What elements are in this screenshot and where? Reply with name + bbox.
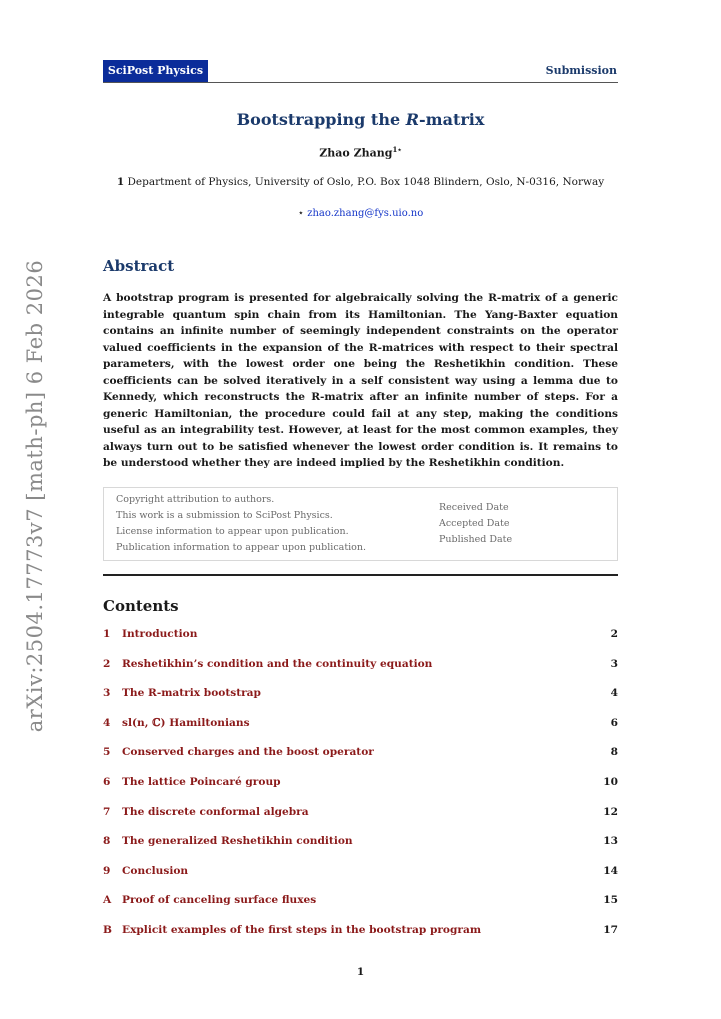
toc-page: 8: [610, 746, 618, 759]
toc-entry[interactable]: [103, 658, 618, 688]
abstract-text: A bootstrap program is presented for algebraically solving the R-matrix of a generic integrable quantum spin chain from its Hamiltonian. The Yang-Baxter equation contains an infinite number of seemingly independent constraints on the operator valued coefficients in the expansion of the R-matrices with respect to their spectral parameters, with the lowest order one being the Reshetikhin condition. These coefficients can be solved iteratively in a self consistent way using a lemma due to Kennedy, which reconstructs the R-matrix after an infinite number of steps. For a generic Hamiltonian, the procedure could fail at any step, making the conditions useful as an integrability test. However, at least for the most common examples, they always turn out to be satisfied whenever the lowest order condition is. It remains to be understood whether they are indeed implied by the Reshetikhin condition.: [103, 292, 618, 469]
toc-number: 5: [103, 746, 111, 759]
toc-page: 15: [603, 894, 618, 907]
toc-number: 9: [103, 864, 111, 877]
toc-entry[interactable]: [103, 894, 618, 924]
toc-entry[interactable]: [103, 746, 618, 776]
title-part-2: -matrix: [419, 110, 485, 129]
toc-title[interactable]: Proof of canceling surface fluxes: [122, 894, 317, 907]
affiliation-number: 1: [116, 176, 125, 188]
accepted-date: Accepted Date: [439, 518, 510, 529]
toc-entry[interactable]: [103, 717, 618, 747]
toc-page: 4: [610, 687, 618, 700]
published-date: Published Date: [439, 534, 513, 545]
toc-title[interactable]: The generalized Reshetikhin condition: [122, 835, 353, 848]
toc-page: 12: [603, 805, 618, 818]
toc-title[interactable]: Reshetikhin’s condition and the continuity equation: [122, 657, 433, 670]
toc-entry[interactable]: [103, 628, 618, 658]
toc-page: 17: [603, 923, 618, 936]
paper-title: [103, 110, 618, 129]
toc-title[interactable]: Conserved charges and the boost operator: [122, 746, 374, 759]
toc-number: 2: [103, 657, 111, 670]
toc-title[interactable]: sl(n, ℂ) Hamiltonians: [122, 716, 250, 729]
toc-page: 6: [610, 716, 618, 729]
toc-title[interactable]: Introduction: [122, 628, 198, 640]
toc-number: 3: [103, 687, 111, 700]
toc-number: 1: [103, 628, 111, 640]
abstract-heading: Abstract: [103, 257, 175, 275]
email-star: ⋆: [297, 208, 305, 219]
copyright-line: License information to appear upon publication.: [116, 526, 349, 537]
email-line: [103, 208, 618, 219]
contents-heading: Contents: [103, 597, 179, 615]
affiliation: [103, 176, 618, 188]
toc-entry[interactable]: [103, 806, 618, 836]
page-number: 1: [356, 966, 365, 978]
toc-page: 13: [603, 835, 618, 848]
publication-dates: [439, 500, 512, 548]
copyright-info: [116, 492, 366, 556]
toc-entry[interactable]: [103, 865, 618, 895]
toc-page: 3: [610, 657, 618, 670]
toc-entry[interactable]: [103, 687, 618, 717]
toc-title[interactable]: The discrete conformal algebra: [122, 805, 309, 818]
header-rule: [103, 82, 618, 83]
toc-entry[interactable]: [103, 924, 618, 954]
toc-number: 6: [103, 775, 111, 788]
toc-title[interactable]: Explicit examples of the first steps in the bootstrap program: [122, 923, 482, 936]
toc-number: 7: [103, 805, 111, 818]
toc-title[interactable]: The R-matrix bootstrap: [122, 687, 261, 700]
journal-badge: SciPost Physics: [103, 60, 208, 82]
author-name: Zhao Zhang: [319, 146, 393, 160]
copyright-line: Copyright attribution to authors.: [116, 494, 275, 505]
received-date: Received Date: [439, 502, 509, 513]
arxiv-stamp-text: arXiv:2504.17773v7 [math-ph] 6 Feb 2026: [23, 259, 47, 733]
title-italic: R: [405, 110, 419, 129]
copyright-line: Publication information to appear upon publication.: [116, 542, 367, 553]
toc-title[interactable]: The lattice Poincaré group: [122, 775, 281, 788]
toc-number: A: [103, 894, 112, 907]
author-affil-mark: 1⋆: [392, 145, 402, 154]
title-part-1: Bootstrapping the: [236, 110, 406, 129]
toc-entry[interactable]: [103, 835, 618, 865]
table-of-contents: [103, 628, 618, 954]
toc-page: 10: [603, 775, 618, 788]
affiliation-text: Department of Physics, University of Oslo, P.O. Box 1048 Blindern, Oslo, N-0316, Norway: [127, 176, 605, 188]
author-line: [103, 145, 618, 160]
toc-number: 8: [103, 835, 111, 848]
toc-page: 2: [610, 628, 618, 640]
email-link[interactable]: zhao.zhang@fys.uio.no: [307, 208, 424, 219]
submission-label: Submission: [545, 64, 617, 77]
toc-number: 4: [103, 716, 111, 729]
toc-number: B: [103, 923, 112, 936]
toc-page: 14: [603, 864, 618, 877]
section-rule: [103, 574, 618, 576]
toc-title[interactable]: Conclusion: [122, 864, 189, 877]
copyright-line: This work is a submission to SciPost Physics.: [116, 510, 333, 521]
toc-entry[interactable]: [103, 776, 618, 806]
